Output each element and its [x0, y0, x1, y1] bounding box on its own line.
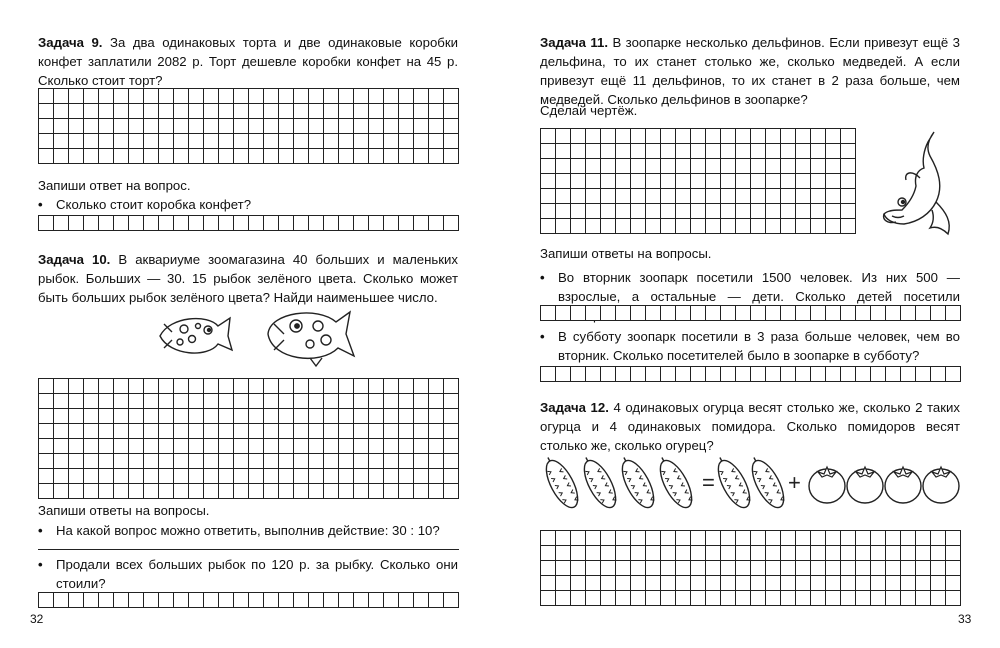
cucumber-left-4 [652, 452, 698, 512]
task11-q2-answer-grid[interactable] [540, 366, 961, 382]
task10-prompt: Запиши ответы на вопросы. [38, 503, 210, 518]
bullet-icon: • [38, 197, 43, 212]
cucumber-right-1 [710, 452, 756, 512]
cucumber-left-1 [538, 452, 584, 512]
task11-question-1: • Во вторник зоопарк посетили 1500 человек. Из них 500 — взрослые, а остальные — дети. Сколько детей посетили [540, 270, 960, 304]
task10-title: Задача 10. [38, 252, 111, 267]
tomato-3 [885, 467, 921, 503]
task9-q1-answer-grid[interactable] [38, 215, 459, 231]
bullet-icon: • [540, 270, 545, 285]
task9-question-1: • Сколько стоит коробка конфет? [38, 197, 252, 212]
task11-draw-instruction: Сделай чертёж. [540, 103, 638, 118]
tomato-2 [847, 467, 883, 503]
cucumber-left-2 [576, 452, 622, 512]
task10-question-1: • На какой вопрос можно ответить, выполнив действие: 30 : 10? [38, 523, 440, 538]
bullet-icon: • [540, 329, 545, 344]
tomato-4 [923, 467, 959, 503]
dolphin-illustration [878, 130, 966, 238]
right-page [500, 0, 1000, 648]
task9-answer-grid[interactable] [38, 88, 459, 164]
cucumber-left-3 [614, 452, 660, 512]
task11-text: Задача 11. В зоопарке несколько дельфинов. Если привезут ещё 3 дельфина, то их станет столько же, сколько медведей. А если привезут ещё 11 дельфинов, то их станет в 2 раза больше, чем медведей. Сколько дельфинов в зоопарке? [540, 35, 961, 107]
tomato-1 [809, 467, 845, 503]
task10-q2-answer-grid[interactable] [38, 592, 459, 608]
page-number-left: 32 [30, 612, 44, 626]
fish-illustration [150, 304, 370, 370]
page-number-right: 33 [958, 612, 972, 626]
task9-text: Задача 9. За два одинаковых торта и две одинаковые коробки конфет заплатили 2082 р. Торт дешевле коробки конфет на 45 р. Сколько стоит торт? [38, 35, 458, 88]
task11-q1-answer-grid[interactable] [540, 305, 961, 321]
task11-prompt: Запиши ответы на вопросы. [540, 246, 712, 261]
bullet-icon: • [38, 557, 43, 572]
task9-prompt: Запиши ответ на вопрос. [38, 178, 191, 193]
task12-answer-grid[interactable] [540, 530, 961, 606]
task11-title: Задача 11. [540, 35, 609, 50]
bullet-icon: • [38, 523, 43, 538]
cucumber-right-2 [744, 452, 790, 512]
task10-q1-answer-line[interactable] [38, 549, 459, 550]
equals-sign: = [702, 470, 715, 495]
task11-drawing-grid[interactable] [540, 128, 856, 234]
task9-title: Задача 9. [38, 35, 103, 50]
plus-sign: + [788, 470, 801, 495]
task10-question-2: • Продали всех больших рыбок по 120 р. за рыбку. Сколько они стоили? [38, 557, 458, 591]
task10-text: Задача 10. В аквариуме зоомагазина 40 больших и маленьких рыбок. Больших — 30. 15 рыбок зелёного цвета. Сколько может быть больших рыбок зелёного цвета? Найди наименьшее число. [38, 252, 458, 305]
task11-question-2: • В субботу зоопарк посетили в 3 раза больше человек, чем во вторник. Сколько посетителей было в зоопарке в субботу? [540, 329, 960, 363]
task10-answer-grid[interactable] [38, 378, 459, 499]
task12-text: Задача 12. 4 одинаковых огурца весят столько же, сколько 2 таких огурца и 4 одинаковых помидора. Сколько помидоров весят столько же, сколько огурец? [540, 400, 960, 453]
cucumber-tomato-equation [540, 452, 960, 514]
task12-title: Задача 12. [540, 400, 609, 415]
